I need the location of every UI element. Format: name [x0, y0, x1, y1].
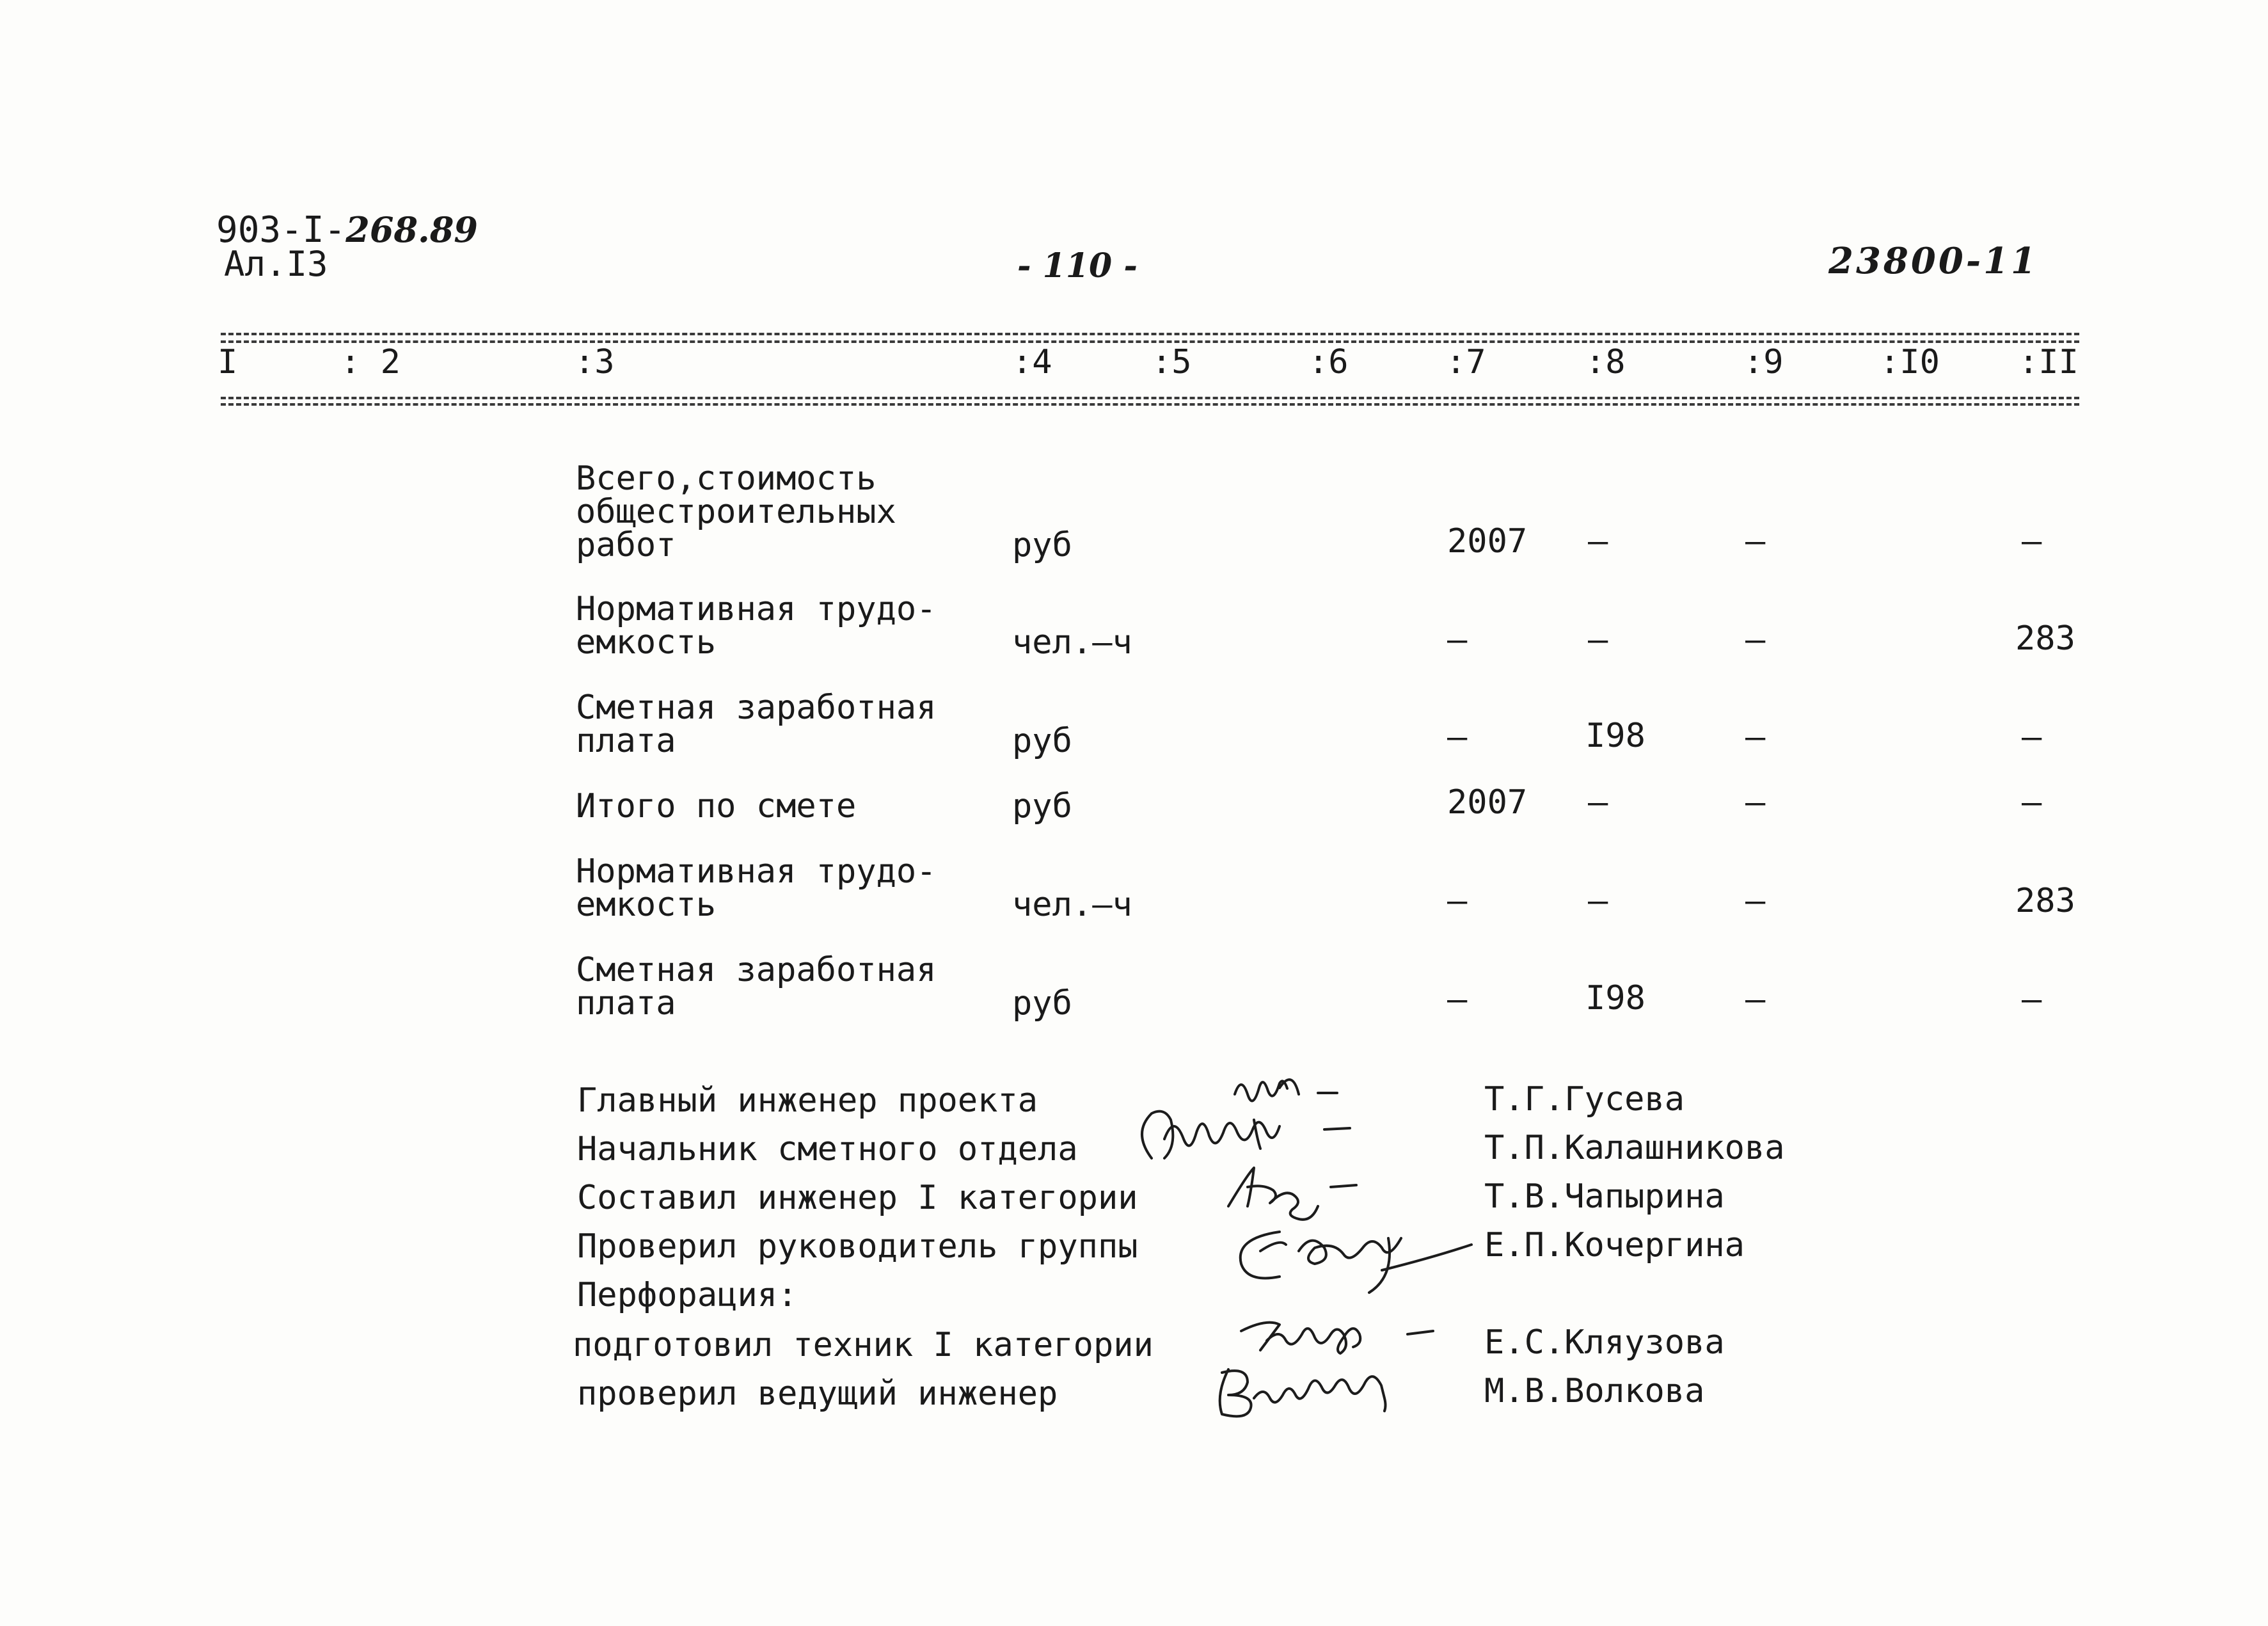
row-unit: руб [1012, 787, 1072, 825]
row-col9: – [1745, 980, 1766, 1019]
col-11: :II [2018, 343, 2079, 381]
signature-role: Начальник сметного отдела [577, 1130, 1078, 1168]
header-rule-top [221, 333, 2079, 335]
row-label: Сметная заработная плата [576, 689, 937, 760]
signature-role: Составил инженер I категории [577, 1179, 1138, 1217]
row-unit: чел.–ч [1012, 886, 1132, 924]
col-7: :7 [1446, 343, 1486, 381]
signature-scribble-2 [1132, 1101, 1363, 1171]
page-number: - 110 - [1017, 246, 1138, 285]
row-col11: – [2022, 522, 2042, 561]
row-col9: – [1745, 882, 1766, 920]
series-handwritten: 268.89 [345, 209, 478, 250]
col-5: :5 [1152, 343, 1192, 381]
row-col7: 2007 [1447, 783, 1528, 822]
signature-role: Главный инженер проекта [577, 1081, 1038, 1120]
row-unit: чел.–ч [1012, 623, 1132, 662]
row-col11: 283 [2015, 882, 2075, 920]
row-col7: 2007 [1447, 522, 1528, 561]
row-col8: – [1588, 522, 1608, 561]
signature-role: Перфорация: [577, 1276, 798, 1314]
row-col7: – [1447, 621, 1468, 659]
row-col11: 283 [2015, 619, 2075, 658]
col-8: :8 [1585, 343, 1626, 381]
signatory-name: Е.П.Кочергина [1484, 1226, 1745, 1264]
row-col7: – [1447, 980, 1468, 1019]
col-6: :6 [1308, 343, 1349, 381]
row-col9: – [1745, 718, 1766, 756]
row-col8: – [1588, 783, 1608, 822]
signatory-name: Е.С.Кляузова [1484, 1323, 1725, 1362]
col-1: I [218, 343, 238, 381]
row-unit: руб [1012, 526, 1072, 564]
header-rule-bottom [221, 397, 2079, 399]
row-col8: – [1588, 621, 1608, 659]
row-label: Нормативная трудо- емкость [576, 852, 937, 924]
row-col7: – [1447, 882, 1468, 920]
album-label: Ал.I3 [224, 244, 328, 284]
header-rule-top-2 [221, 340, 2079, 343]
row-label: Сметная заработная плата [576, 951, 937, 1023]
row-col9: – [1745, 783, 1766, 822]
col-4: :4 [1012, 343, 1052, 381]
row-label: Всего,стоимость общестроительных работ [576, 459, 896, 564]
row-col8: I98 [1585, 979, 1645, 1017]
signature-scribble-6 [1209, 1360, 1427, 1424]
signatory-name: Т.П.Калашникова [1484, 1129, 1785, 1167]
row-col9: – [1745, 621, 1766, 659]
col-3: :3 [575, 343, 615, 381]
signature-role: проверил ведущий инженер [577, 1375, 1058, 1413]
row-label: Нормативная трудо- емкость [576, 590, 937, 662]
document-code: 23800-11 [1828, 240, 2038, 282]
col-9: :9 [1743, 343, 1784, 381]
series-printed: 903-I- [216, 209, 346, 251]
row-col7: – [1447, 718, 1468, 756]
signatory-name: М.В.Волкова [1484, 1372, 1705, 1410]
row-col8: I98 [1585, 717, 1645, 755]
header-rule-bottom-2 [221, 403, 2079, 406]
series-code [216, 209, 478, 251]
row-col11: – [2022, 980, 2042, 1019]
col-2: : 2 [340, 343, 400, 381]
row-unit: руб [1012, 722, 1072, 760]
row-unit: руб [1012, 984, 1072, 1023]
row-col8: – [1588, 882, 1608, 920]
row-label: Итого по смете [576, 787, 857, 825]
signature-scribble-5 [1235, 1312, 1439, 1363]
signature-scribble-4 [1235, 1213, 1503, 1296]
signature-role: Проверил руководитель группы [577, 1227, 1138, 1266]
row-col11: – [2022, 783, 2042, 822]
signatory-name: Т.Г.Гусева [1484, 1080, 1685, 1119]
row-col9: – [1745, 522, 1766, 561]
row-col11: – [2022, 718, 2042, 756]
signatory-name: Т.В.Чапырина [1484, 1177, 1725, 1216]
signature-role: подготовил техник I категории [573, 1326, 1154, 1364]
col-10: :I0 [1880, 343, 1940, 381]
signature-scribble-3 [1222, 1161, 1369, 1219]
